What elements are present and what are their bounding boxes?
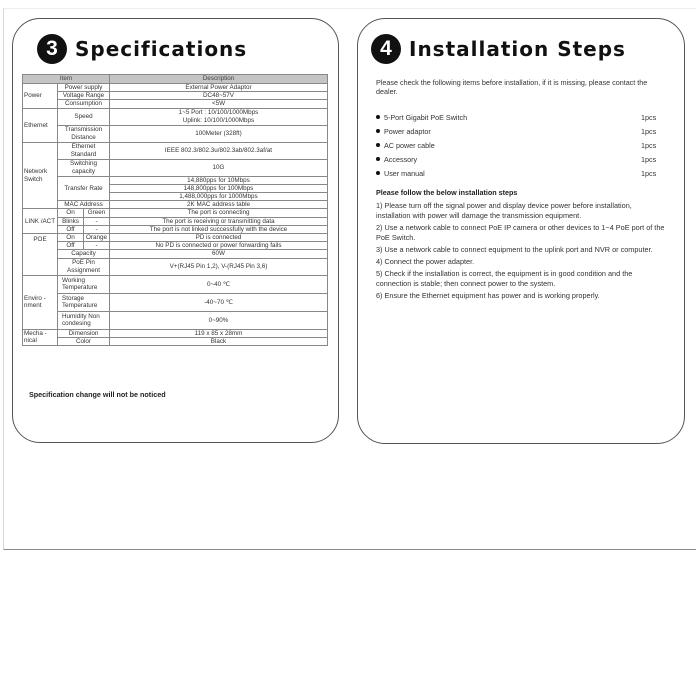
row-description: -40~70 ℃	[110, 293, 328, 311]
row-description: The port is receiving or transmitting data	[110, 217, 328, 225]
item-qty: 1pcs	[641, 112, 657, 122]
row-state: Off	[58, 225, 84, 233]
row-state: Off	[58, 242, 84, 250]
item-name: Accessory	[384, 154, 418, 164]
row-description: Black	[110, 337, 328, 345]
group-ethernet: Ethernet	[23, 108, 58, 142]
row-item: Working Temperature	[58, 275, 110, 293]
table-row	[23, 234, 328, 242]
specifications-heading	[37, 34, 247, 64]
step-item: 1) Please turn off the signal power and display device power before installation, installation with power will damage the transmission equipment.	[376, 201, 632, 221]
row-description: 60W	[110, 250, 328, 258]
table-row	[23, 337, 328, 345]
row-description: 2K MAC address table	[110, 201, 328, 209]
table-row	[23, 311, 328, 329]
row-description: 0~40 ℃	[110, 275, 328, 293]
row-description: No PD is connected or power forwarding fails	[110, 242, 328, 250]
row-item: Power supply	[58, 84, 110, 92]
row-led-color: Green	[84, 209, 110, 217]
section-title: Installation Steps	[409, 37, 626, 61]
table-row	[23, 159, 328, 176]
item-name: Power adaptor	[384, 126, 431, 136]
list-item	[376, 166, 661, 180]
installation-intro: Please check the following items before installation, if it is missing, please contact the dealer.	[376, 78, 648, 96]
step-item: 5) Check if the installation is correct, the equipment is in good condition and the connection is stable; then connect power to the system.	[376, 268, 633, 288]
section-title: Specifications	[75, 37, 248, 61]
row-led-color: Orange	[84, 234, 110, 242]
bullet-icon	[376, 157, 380, 161]
group-poe: POE	[23, 234, 58, 276]
group-network-switch: Network Switch	[23, 142, 58, 209]
installation-steps	[376, 201, 666, 302]
specifications-table	[22, 74, 328, 346]
row-description	[110, 108, 328, 125]
table-row	[23, 125, 328, 142]
row-item: Switching capacity	[58, 159, 110, 176]
row-description: 14,880pps for 10Mbps	[110, 176, 328, 184]
table-header-row	[23, 75, 328, 84]
item-name: 5-Port Gigabit PoE Switch	[384, 112, 468, 122]
bullet-icon	[376, 129, 380, 133]
row-description: 119 x 85 x 28mm	[110, 329, 328, 337]
row-description: 0~90%	[110, 311, 328, 329]
row-led-color: -	[84, 225, 110, 233]
installation-panel	[357, 18, 685, 444]
row-description: 100Meter (328ft)	[110, 125, 328, 142]
bullet-icon	[376, 143, 380, 147]
table-row	[23, 176, 328, 184]
row-item: Ethernet Standard	[58, 142, 110, 159]
row-description: DC48~57V	[110, 92, 328, 100]
list-item	[376, 110, 661, 124]
row-description: External Power Adaptor	[110, 84, 328, 92]
group-mechanical: Mecha -nical	[23, 329, 58, 345]
speed-line-1: 1~5 Port : 10/100/1000Mbps	[178, 109, 259, 117]
row-item: Color	[58, 337, 110, 345]
row-description: 10G	[110, 159, 328, 176]
item-name: User manual	[384, 168, 425, 178]
table-row	[23, 108, 328, 125]
row-description: 1,488,000pps for 1000Mbps	[110, 193, 328, 201]
table-row	[23, 84, 328, 92]
row-description: PD is connected	[110, 234, 328, 242]
speed-line-2: Uplink: 10/100/1000Mbps	[182, 116, 255, 124]
row-item: MAC Address	[58, 201, 110, 209]
row-item: Speed	[58, 108, 110, 125]
table-row	[23, 250, 328, 258]
table-row	[23, 258, 328, 275]
row-description: <5W	[110, 100, 328, 108]
steps-title: Please follow the below installation steps	[376, 188, 518, 197]
item-qty: 1pcs	[641, 168, 657, 178]
table-row	[23, 142, 328, 159]
table-row	[23, 100, 328, 108]
table-row	[23, 242, 328, 250]
group-power: Power	[23, 84, 58, 109]
item-qty: 1pcs	[641, 140, 657, 150]
row-state: On	[58, 234, 84, 242]
bullet-icon	[376, 171, 380, 175]
row-description: V+(RJ45 Pin 1,2), V-(RJ45 Pin 3,6)	[110, 258, 328, 275]
table-row	[23, 201, 328, 209]
table-row	[23, 293, 328, 311]
package-checklist	[376, 110, 661, 180]
row-item: Voltage Range	[58, 92, 110, 100]
row-description: 148,800pps for 100Mbps	[110, 184, 328, 192]
section-number-badge: 4	[371, 34, 401, 64]
table-row	[23, 329, 328, 337]
step-item: 3) Use a network cable to connect equipment to the uplink port and NVR or computer.	[376, 245, 653, 254]
item-qty: 1pcs	[641, 126, 657, 136]
step-item: 2) Use a network cable to connect PoE IP camera or other devices to 1~4 PoE port of the PoE Switch.	[376, 223, 665, 243]
row-item: Dimension	[58, 329, 110, 337]
step-item: 4) Connect the power adapter.	[376, 256, 475, 266]
item-qty: 1pcs	[641, 154, 657, 164]
table-row	[23, 92, 328, 100]
row-led-color: -	[84, 242, 110, 250]
specification-note: Specification change will not be noticed	[29, 390, 166, 399]
group-link-act: LINK /ACT	[23, 209, 58, 234]
row-description: IEEE 802.3/802.3u/802.3ab/802.3af/at	[110, 142, 328, 159]
section-number-badge: 3	[37, 34, 67, 64]
row-item: Capacity	[58, 250, 110, 258]
row-led-color: -	[84, 217, 110, 225]
row-item: Consumption	[58, 100, 110, 108]
row-description: The port is connecting	[110, 209, 328, 217]
group-environment: Enviro -nment	[23, 275, 58, 329]
table-row	[23, 225, 328, 233]
specifications-panel	[12, 18, 339, 443]
installation-heading	[371, 34, 626, 64]
row-description: The port is not linked successfully with the device	[110, 225, 328, 233]
row-item: Humidity Non condesing	[58, 311, 110, 329]
row-item: Storage Temperature	[58, 293, 110, 311]
bullet-icon	[376, 115, 380, 119]
row-state: On	[58, 209, 84, 217]
row-state: Blinks	[58, 217, 84, 225]
row-item: Transfer Rate	[58, 176, 110, 201]
list-item	[376, 138, 661, 152]
row-item: PoE Pin Assignment	[58, 258, 110, 275]
step-item: 6) Ensure the Ethernet equipment has power and is working properly.	[376, 290, 600, 300]
list-item	[376, 124, 661, 138]
list-item	[376, 152, 661, 166]
table-row	[23, 209, 328, 217]
header-description: Description	[110, 75, 328, 84]
header-item: Item	[23, 75, 110, 84]
table-row	[23, 217, 328, 225]
table-row	[23, 275, 328, 293]
row-item: Transmission Distance	[58, 125, 110, 142]
item-name: AC power cable	[384, 140, 435, 150]
